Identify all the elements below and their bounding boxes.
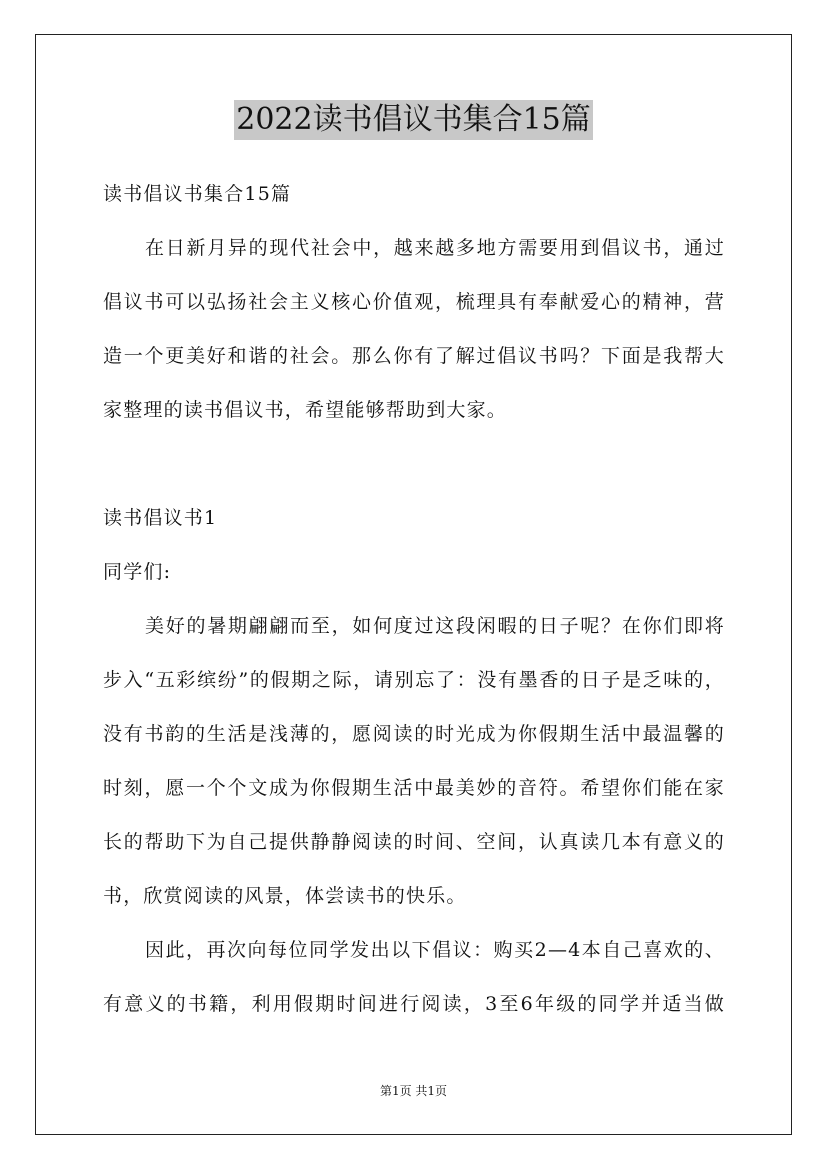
page-footer: 第1页 共1页 (379, 1084, 448, 1098)
paragraph-line: 造一个更美好和谐的社会。那么你有了解过倡议书吗？下面是我帮大 (103, 345, 725, 367)
paragraph-line: 倡议书可以弘扬社会主义核心价值观，梳理具有奉献爱心的精神，营 (103, 291, 725, 313)
document-title: 2022读书倡议书集合15篇 (234, 100, 593, 140)
paragraph-line: 美好的暑期翩翩而至，如何度过这段闲暇的日子呢？在你们即将 (145, 615, 725, 637)
paragraph-line: 长的帮助下为自己提供静静阅读的时间、空间，认真读几本有意义的 (103, 831, 725, 853)
paragraph-line: 家整理的读书倡议书，希望能够帮助到大家。 (103, 399, 508, 421)
paragraph-line: 步入“五彩缤纷”的假期之际，请别忘了：没有墨香的日子是乏味的， (103, 669, 725, 691)
paragraph-line: 有意义的书籍，利用假期时间进行阅读，3至6年级的同学并适当做 (103, 993, 725, 1015)
paragraph-line: 没有书韵的生活是浅薄的，愿阅读的时光成为你假期生活中最温馨的 (103, 723, 725, 745)
section-heading: 读书倡议书1 (103, 507, 218, 529)
paragraph-line: 时刻，愿一个个文成为你假期生活中最美妙的音符。希望你们能在家 (103, 777, 725, 799)
paragraph-line: 在日新月异的现代社会中，越来越多地方需要用到倡议书，通过 (145, 237, 725, 259)
paragraph-line: 书，欣赏阅读的风景，体尝读书的快乐。 (103, 885, 467, 907)
salutation: 同学们: (103, 561, 172, 583)
subtitle-line: 读书倡议书集合15篇 (103, 183, 292, 205)
paragraph-line: 因此，再次向每位同学发出以下倡议：购买2—4本自己喜欢的、 (145, 939, 725, 961)
